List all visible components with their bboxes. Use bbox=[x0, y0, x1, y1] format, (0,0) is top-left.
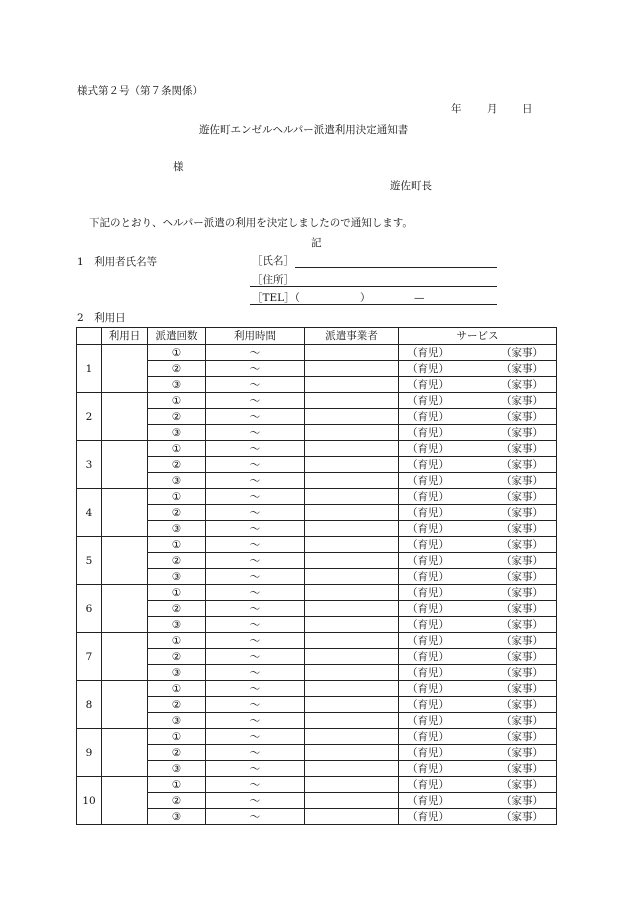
dispatch-mark: ③ bbox=[148, 617, 206, 633]
dispatch-mark: ① bbox=[148, 729, 206, 745]
service-childcare: （育児） bbox=[407, 602, 449, 615]
provider-cell bbox=[305, 745, 399, 761]
provider-cell bbox=[305, 521, 399, 537]
dispatch-mark: ② bbox=[148, 601, 206, 617]
table-row bbox=[77, 393, 557, 409]
service-cell bbox=[399, 457, 557, 473]
service-housework: （家事） bbox=[501, 506, 543, 519]
usage-time-cell: ～ bbox=[206, 745, 305, 761]
service-cell bbox=[399, 745, 557, 761]
service-childcare: （育児） bbox=[407, 810, 449, 823]
service-cell bbox=[399, 377, 557, 393]
usage-time-cell: ～ bbox=[206, 777, 305, 793]
service-childcare: （育児） bbox=[407, 586, 449, 599]
body-text: 下記のとおり、ヘルパー派遣の利用を決定しましたので通知します。 bbox=[89, 217, 413, 229]
dispatch-mark: ② bbox=[148, 649, 206, 665]
service-housework: （家事） bbox=[501, 442, 543, 455]
provider-cell bbox=[305, 553, 399, 569]
service-cell bbox=[399, 425, 557, 441]
service-childcare: （育児） bbox=[407, 458, 449, 471]
dispatch-mark: ③ bbox=[148, 569, 206, 585]
table-row bbox=[77, 681, 557, 697]
dispatch-mark: ① bbox=[148, 537, 206, 553]
table-row bbox=[77, 521, 557, 537]
service-housework: （家事） bbox=[501, 698, 543, 711]
service-childcare: （育児） bbox=[407, 426, 449, 439]
section2-heading: 2 利用日 bbox=[77, 312, 126, 324]
usage-days-table bbox=[76, 327, 557, 825]
date-year: 年 bbox=[451, 103, 462, 115]
table-row bbox=[77, 617, 557, 633]
provider-cell bbox=[305, 729, 399, 745]
provider-cell bbox=[305, 681, 399, 697]
service-housework: （家事） bbox=[501, 810, 543, 823]
table-row bbox=[77, 697, 557, 713]
service-cell bbox=[399, 729, 557, 745]
row-number: 8 bbox=[77, 681, 102, 729]
usage-day-cell bbox=[102, 345, 148, 393]
usage-time-cell: ～ bbox=[206, 793, 305, 809]
service-housework: （家事） bbox=[501, 538, 543, 551]
service-childcare: （育児） bbox=[407, 666, 449, 679]
header-usage-day: 利用日 bbox=[102, 328, 148, 345]
service-childcare: （育児） bbox=[407, 650, 449, 663]
usage-time-cell: ～ bbox=[206, 521, 305, 537]
address-label: ［住所］ bbox=[252, 274, 294, 286]
service-cell bbox=[399, 681, 557, 697]
service-childcare: （育児） bbox=[407, 746, 449, 759]
provider-cell bbox=[305, 505, 399, 521]
usage-time-cell: ～ bbox=[206, 457, 305, 473]
service-cell bbox=[399, 441, 557, 457]
service-cell bbox=[399, 361, 557, 377]
usage-time-cell: ～ bbox=[206, 681, 305, 697]
service-housework: （家事） bbox=[501, 426, 543, 439]
service-childcare: （育児） bbox=[407, 554, 449, 567]
table-row bbox=[77, 473, 557, 489]
dispatch-mark: ② bbox=[148, 553, 206, 569]
usage-time-cell: ～ bbox=[206, 729, 305, 745]
service-housework: （家事） bbox=[501, 730, 543, 743]
service-cell bbox=[399, 649, 557, 665]
provider-cell bbox=[305, 377, 399, 393]
usage-time-cell: ～ bbox=[206, 489, 305, 505]
provider-cell bbox=[305, 441, 399, 457]
dispatch-mark: ① bbox=[148, 633, 206, 649]
service-childcare: （育児） bbox=[407, 506, 449, 519]
usage-time-cell: ～ bbox=[206, 553, 305, 569]
service-childcare: （育児） bbox=[407, 714, 449, 727]
tel-close: ） bbox=[360, 292, 371, 304]
tel-label: ［TEL］（ bbox=[252, 292, 300, 304]
service-childcare: （育児） bbox=[407, 346, 449, 359]
service-cell bbox=[399, 569, 557, 585]
provider-cell bbox=[305, 697, 399, 713]
table-row bbox=[77, 665, 557, 681]
table-row bbox=[77, 809, 557, 825]
table-row bbox=[77, 569, 557, 585]
dispatch-mark: ① bbox=[148, 345, 206, 361]
service-cell bbox=[399, 601, 557, 617]
dispatch-mark: ① bbox=[148, 441, 206, 457]
service-childcare: （育児） bbox=[407, 762, 449, 775]
dispatch-mark: ③ bbox=[148, 521, 206, 537]
service-housework: （家事） bbox=[501, 586, 543, 599]
usage-time-cell: ～ bbox=[206, 377, 305, 393]
usage-time-cell: ～ bbox=[206, 441, 305, 457]
table-row bbox=[77, 489, 557, 505]
provider-cell bbox=[305, 473, 399, 489]
service-childcare: （育児） bbox=[407, 730, 449, 743]
usage-time-cell: ～ bbox=[206, 473, 305, 489]
table-row bbox=[77, 361, 557, 377]
row-number: 7 bbox=[77, 633, 102, 681]
provider-cell bbox=[305, 457, 399, 473]
date-month: 月 bbox=[487, 103, 498, 115]
service-cell bbox=[399, 393, 557, 409]
service-cell bbox=[399, 505, 557, 521]
date-day: 日 bbox=[522, 103, 533, 115]
usage-day-cell bbox=[102, 441, 148, 489]
service-childcare: （育児） bbox=[407, 522, 449, 535]
service-housework: （家事） bbox=[501, 794, 543, 807]
usage-day-cell bbox=[102, 681, 148, 729]
service-housework: （家事） bbox=[501, 666, 543, 679]
row-number: 3 bbox=[77, 441, 102, 489]
service-cell bbox=[399, 553, 557, 569]
usage-day-cell bbox=[102, 777, 148, 825]
dispatch-mark: ① bbox=[148, 681, 206, 697]
service-housework: （家事） bbox=[501, 746, 543, 759]
usage-time-cell: ～ bbox=[206, 697, 305, 713]
table-header-row bbox=[77, 328, 557, 345]
service-housework: （家事） bbox=[501, 394, 543, 407]
usage-time-cell: ～ bbox=[206, 633, 305, 649]
service-housework: （家事） bbox=[501, 682, 543, 695]
service-cell bbox=[399, 585, 557, 601]
service-childcare: （育児） bbox=[407, 538, 449, 551]
dispatch-mark: ① bbox=[148, 393, 206, 409]
usage-day-cell bbox=[102, 393, 148, 441]
usage-time-cell: ～ bbox=[206, 665, 305, 681]
service-cell bbox=[399, 697, 557, 713]
usage-time-cell: ～ bbox=[206, 617, 305, 633]
dispatch-mark: ② bbox=[148, 793, 206, 809]
usage-day-cell bbox=[102, 489, 148, 537]
service-cell bbox=[399, 345, 557, 361]
provider-cell bbox=[305, 649, 399, 665]
table-row bbox=[77, 345, 557, 361]
table-row bbox=[77, 441, 557, 457]
service-housework: （家事） bbox=[501, 618, 543, 631]
usage-time-cell: ～ bbox=[206, 649, 305, 665]
provider-cell bbox=[305, 761, 399, 777]
provider-cell bbox=[305, 425, 399, 441]
provider-cell bbox=[305, 569, 399, 585]
dispatch-mark: ② bbox=[148, 457, 206, 473]
dispatch-mark: ③ bbox=[148, 425, 206, 441]
dispatch-mark: ② bbox=[148, 745, 206, 761]
table-row bbox=[77, 729, 557, 745]
provider-cell bbox=[305, 489, 399, 505]
service-cell bbox=[399, 537, 557, 553]
service-housework: （家事） bbox=[501, 570, 543, 583]
table-row bbox=[77, 601, 557, 617]
service-housework: （家事） bbox=[501, 762, 543, 775]
service-childcare: （育児） bbox=[407, 474, 449, 487]
tel-dash: — bbox=[414, 292, 425, 304]
service-housework: （家事） bbox=[501, 602, 543, 615]
usage-time-cell: ～ bbox=[206, 809, 305, 825]
service-childcare: （育児） bbox=[407, 394, 449, 407]
row-number: 10 bbox=[77, 777, 102, 825]
section1-heading: 1 利用者氏名等 bbox=[77, 256, 158, 268]
usage-day-cell bbox=[102, 729, 148, 777]
service-childcare: （育児） bbox=[407, 490, 449, 503]
usage-time-cell: ～ bbox=[206, 569, 305, 585]
provider-cell bbox=[305, 361, 399, 377]
table-row bbox=[77, 377, 557, 393]
service-housework: （家事） bbox=[501, 458, 543, 471]
dispatch-mark: ③ bbox=[148, 377, 206, 393]
usage-time-cell: ～ bbox=[206, 537, 305, 553]
row-number: 4 bbox=[77, 489, 102, 537]
service-childcare: （育児） bbox=[407, 570, 449, 583]
name-label: ［氏名］ bbox=[252, 255, 294, 267]
service-childcare: （育児） bbox=[407, 634, 449, 647]
service-childcare: （育児） bbox=[407, 778, 449, 791]
service-housework: （家事） bbox=[501, 474, 543, 487]
service-childcare: （育児） bbox=[407, 682, 449, 695]
service-housework: （家事） bbox=[501, 714, 543, 727]
table-row bbox=[77, 793, 557, 809]
service-housework: （家事） bbox=[501, 522, 543, 535]
table-row bbox=[77, 537, 557, 553]
service-housework: （家事） bbox=[501, 634, 543, 647]
dispatch-mark: ③ bbox=[148, 713, 206, 729]
usage-day-cell bbox=[102, 633, 148, 681]
provider-cell bbox=[305, 809, 399, 825]
provider-cell bbox=[305, 777, 399, 793]
provider-cell bbox=[305, 409, 399, 425]
service-housework: （家事） bbox=[501, 778, 543, 791]
service-housework: （家事） bbox=[501, 554, 543, 567]
service-housework: （家事） bbox=[501, 346, 543, 359]
table-row bbox=[77, 713, 557, 729]
name-line bbox=[295, 267, 497, 268]
row-number: 9 bbox=[77, 729, 102, 777]
provider-cell bbox=[305, 601, 399, 617]
service-childcare: （育児） bbox=[407, 698, 449, 711]
service-childcare: （育児） bbox=[407, 794, 449, 807]
usage-time-cell: ～ bbox=[206, 505, 305, 521]
row-number: 1 bbox=[77, 345, 102, 393]
dispatch-mark: ③ bbox=[148, 473, 206, 489]
table-row bbox=[77, 553, 557, 569]
provider-cell bbox=[305, 665, 399, 681]
tel-line bbox=[250, 304, 497, 305]
service-cell bbox=[399, 617, 557, 633]
addressee-suffix: 様 bbox=[173, 161, 184, 173]
row-number: 2 bbox=[77, 393, 102, 441]
usage-time-cell: ～ bbox=[206, 713, 305, 729]
table-row bbox=[77, 585, 557, 601]
usage-time-cell: ～ bbox=[206, 361, 305, 377]
service-cell bbox=[399, 809, 557, 825]
usage-time-cell: ～ bbox=[206, 345, 305, 361]
table-row bbox=[77, 457, 557, 473]
provider-cell bbox=[305, 537, 399, 553]
dispatch-mark: ② bbox=[148, 505, 206, 521]
service-housework: （家事） bbox=[501, 490, 543, 503]
issuer: 遊佐町長 bbox=[390, 180, 432, 192]
table-row bbox=[77, 505, 557, 521]
service-housework: （家事） bbox=[501, 378, 543, 391]
service-housework: （家事） bbox=[501, 362, 543, 375]
service-childcare: （育児） bbox=[407, 378, 449, 391]
usage-day-cell bbox=[102, 537, 148, 585]
provider-cell bbox=[305, 713, 399, 729]
ki-mark: 記 bbox=[311, 237, 322, 249]
dispatch-mark: ② bbox=[148, 409, 206, 425]
header-usage-time: 利用時間 bbox=[206, 328, 305, 345]
provider-cell bbox=[305, 393, 399, 409]
form-number: 様式第２号（第７条関係） bbox=[77, 85, 203, 97]
table-row bbox=[77, 409, 557, 425]
service-childcare: （育児） bbox=[407, 618, 449, 631]
header-dispatch-count: 派遣回数 bbox=[148, 328, 206, 345]
usage-day-cell bbox=[102, 585, 148, 633]
provider-cell bbox=[305, 617, 399, 633]
usage-time-cell: ～ bbox=[206, 761, 305, 777]
service-cell bbox=[399, 409, 557, 425]
service-childcare: （育児） bbox=[407, 362, 449, 375]
provider-cell bbox=[305, 793, 399, 809]
table-row bbox=[77, 425, 557, 441]
service-cell bbox=[399, 633, 557, 649]
usage-time-cell: ～ bbox=[206, 409, 305, 425]
table-row bbox=[77, 745, 557, 761]
address-line bbox=[250, 286, 497, 287]
dispatch-mark: ③ bbox=[148, 665, 206, 681]
service-cell bbox=[399, 761, 557, 777]
provider-cell bbox=[305, 345, 399, 361]
header-index bbox=[77, 328, 102, 345]
document-title: 遊佐町エンゼルヘルパー派遣利用決定通知書 bbox=[199, 124, 409, 136]
header-service: サービス bbox=[399, 328, 557, 345]
row-number: 5 bbox=[77, 537, 102, 585]
dispatch-mark: ② bbox=[148, 361, 206, 377]
dispatch-mark: ③ bbox=[148, 761, 206, 777]
service-housework: （家事） bbox=[501, 410, 543, 423]
usage-time-cell: ～ bbox=[206, 601, 305, 617]
dispatch-mark: ② bbox=[148, 697, 206, 713]
dispatch-mark: ① bbox=[148, 489, 206, 505]
table-row bbox=[77, 633, 557, 649]
dispatch-mark: ① bbox=[148, 777, 206, 793]
table-row bbox=[77, 777, 557, 793]
service-cell bbox=[399, 473, 557, 489]
service-housework: （家事） bbox=[501, 650, 543, 663]
service-cell bbox=[399, 665, 557, 681]
service-childcare: （育児） bbox=[407, 410, 449, 423]
service-childcare: （育児） bbox=[407, 442, 449, 455]
service-cell bbox=[399, 489, 557, 505]
service-cell bbox=[399, 713, 557, 729]
usage-time-cell: ～ bbox=[206, 393, 305, 409]
usage-time-cell: ～ bbox=[206, 585, 305, 601]
dispatch-mark: ① bbox=[148, 585, 206, 601]
usage-time-cell: ～ bbox=[206, 425, 305, 441]
dispatch-mark: ③ bbox=[148, 809, 206, 825]
table-row bbox=[77, 761, 557, 777]
service-cell bbox=[399, 521, 557, 537]
service-cell bbox=[399, 777, 557, 793]
table-row bbox=[77, 649, 557, 665]
header-provider: 派遣事業者 bbox=[305, 328, 399, 345]
row-number: 6 bbox=[77, 585, 102, 633]
service-cell bbox=[399, 793, 557, 809]
provider-cell bbox=[305, 585, 399, 601]
provider-cell bbox=[305, 633, 399, 649]
